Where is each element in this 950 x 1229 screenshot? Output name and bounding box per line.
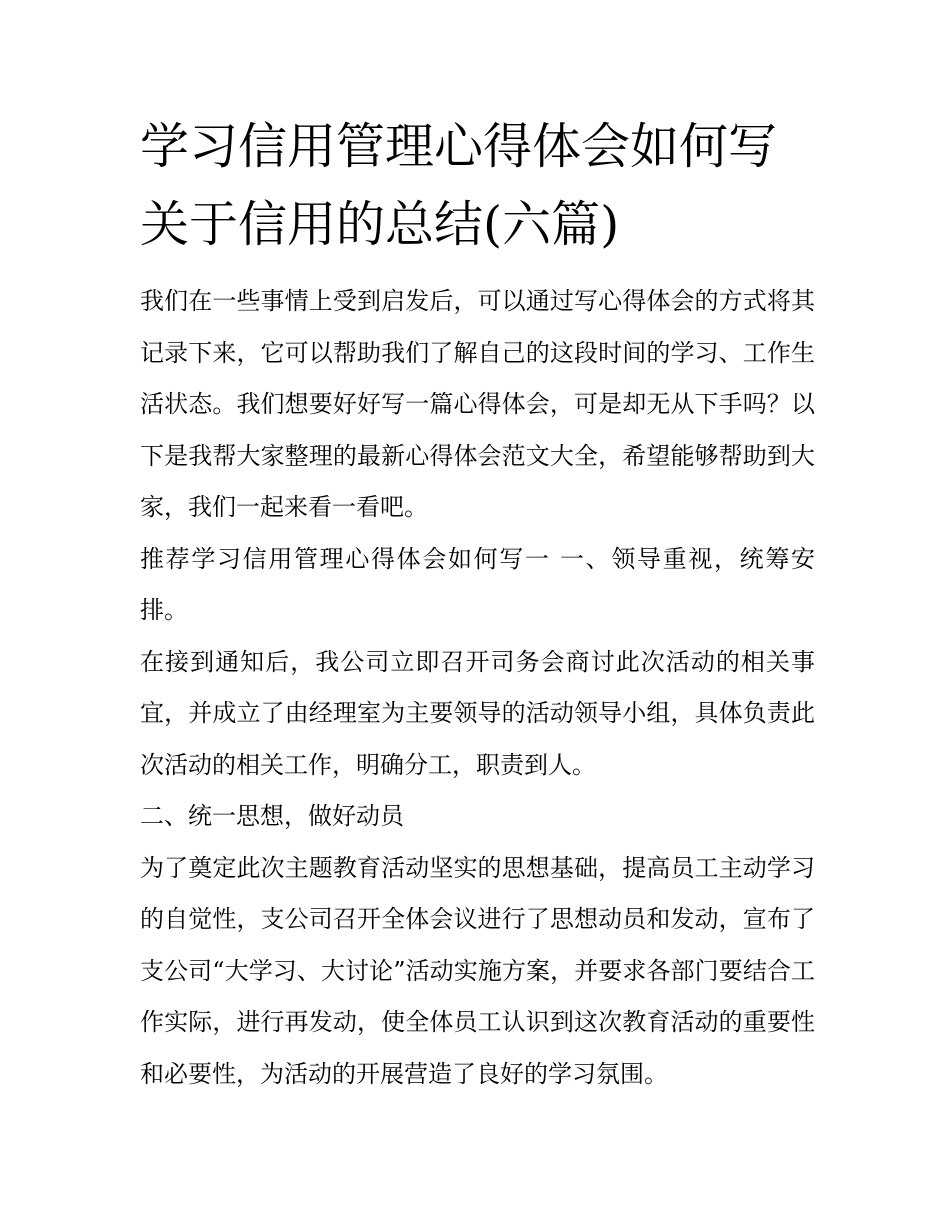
paragraph-intro: 我们在一些事情上受到启发后，可以通过写心得体会的方式将其记录下来，它可以帮助我们了解自己的这段时间的学习、工作生活状态。我们想要好好写一篇心得体会，可是却无从下手吗？以下是我帮大家整理的最新心得体会范文大全，希望能够帮助到大家，我们一起来看一看吧。	[140, 287, 815, 521]
paragraph-mobilization: 为了奠定此次主题教育活动坚实的思想基础，提高员工主动学习的自觉性，支公司召开全体会议进行了思想动员和发动，宣布了支公司“大学习、大讨论”活动实施方案，并要求各部门要结合工作实际，进行再发动，使全体员工认识到这次教育活动的重要性和必要性，为活动的开展营造了良好的学习氛围。	[140, 853, 815, 1088]
paragraph-notification: 在接到通知后，我公司立即召开司务会商讨此次活动的相关事宜，并成立了由经理室为主要领导的活动领导小组，具体负责此次活动的相关工作，明确分工，职责到人。	[140, 647, 815, 779]
document-title: 学习信用管理心得体会如何写 关于信用的总结(六篇)	[140, 118, 778, 253]
paragraph-section-one: 推荐学习信用管理心得体会如何写一 一、领导重视，统筹安排。	[140, 544, 815, 624]
document-body	[140, 276, 815, 1100]
paragraph-section-two: 二、统一思想，做好动员	[140, 802, 404, 830]
